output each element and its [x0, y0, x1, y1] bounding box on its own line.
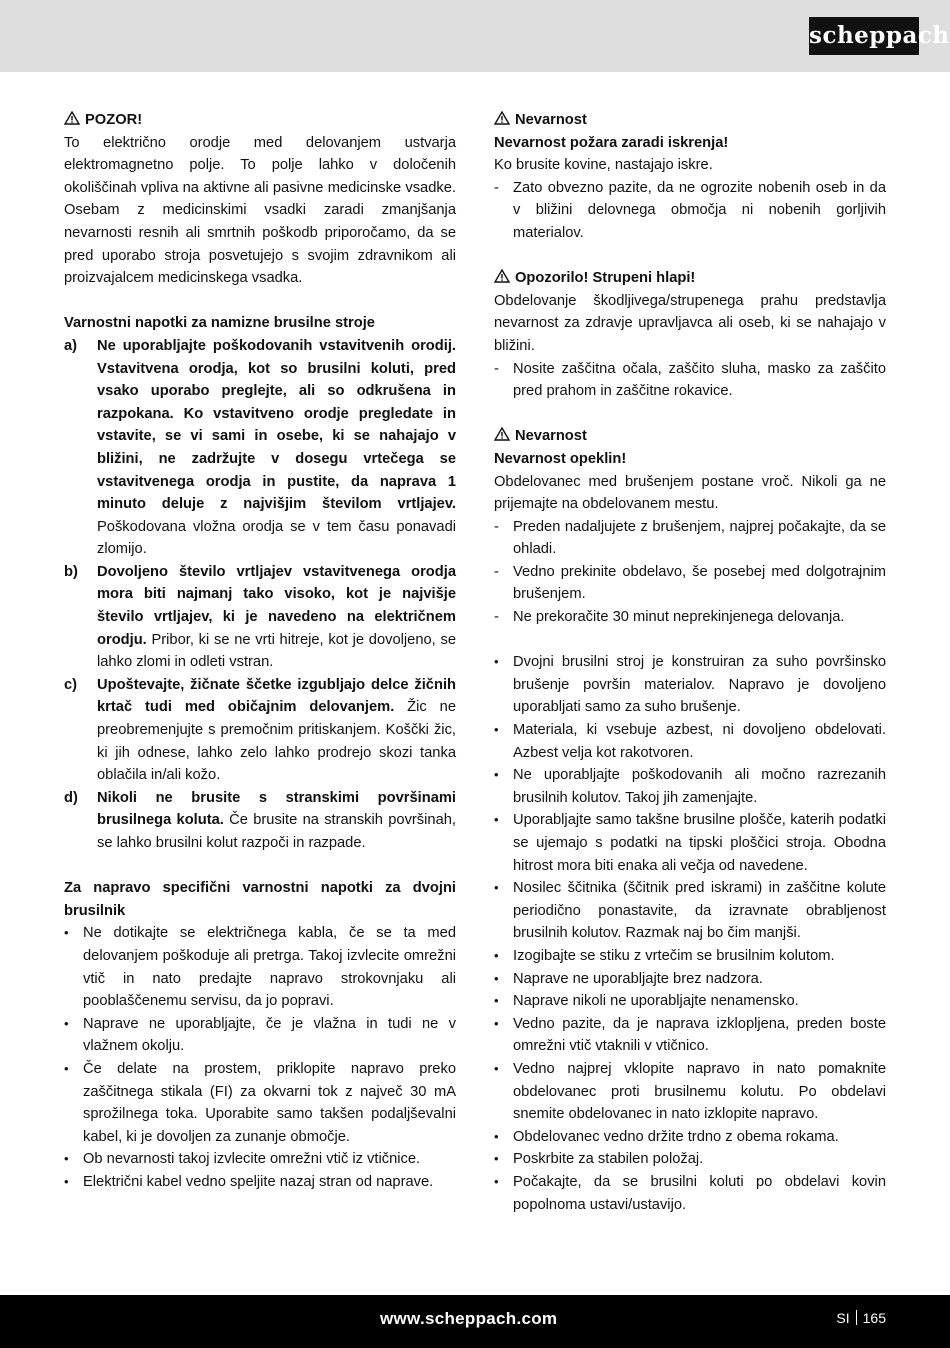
- right-column: [494, 109, 886, 1216]
- dash-item-text: Ne prekoračite 30 minut neprekinjenega delovanja.: [513, 609, 845, 626]
- bullet-item-marker: •: [494, 993, 499, 1009]
- dash-item: [494, 358, 886, 403]
- bullet-item: [494, 1058, 886, 1126]
- scheppach-logo: scheppach: [809, 17, 919, 55]
- dash-item-marker: -: [494, 360, 499, 377]
- dash-item-marker: -: [494, 518, 499, 535]
- warning3-dash-list: [494, 516, 886, 629]
- bullet-item: [494, 1013, 886, 1058]
- bullet-item-text: Počakajte, da se brusilni koluti po obdelavi kovin popolnoma ustavi/ustavijo.: [513, 1173, 886, 1213]
- bullet-item: [494, 1171, 886, 1216]
- warning3-heading: [494, 425, 886, 448]
- item-bold-text: Ne uporabljajte poškodovanih vstavitvenih orodij. Vstavitvena orodja, kot so brusilni koluti, pred vsako uporabo preglejte, ali so odkrušena in razpokana. Ko vstavitveno orodje pregledate in vstavite, se vi sami in osebe, ki se nahajajo v bližini, ne zadržujte v dosegu vrtečega se vstavitvenega orodja in pustite, da naprava 1 minuto deluje z najvišjim številom vrtljajev.: [97, 337, 456, 513]
- bullet-item-marker: •: [64, 1151, 69, 1167]
- dash-item-text: Zato obvezno pazite, da ne ogrozite nobenih oseb in da v bližini delovnega območja ni nobenih gorljivih materialov.: [513, 179, 886, 241]
- bullet-item-marker: •: [494, 947, 499, 963]
- bullet-item-marker: •: [64, 1060, 69, 1076]
- dash-item: [494, 561, 886, 606]
- bullet-item-marker: •: [494, 722, 499, 738]
- warning3-title: Nevarnost: [515, 428, 587, 445]
- bullet-item-marker: •: [64, 925, 69, 941]
- bullet-item-text: Ob nevarnosti takoj izvlecite omrežni vtič iz vtičnice.: [83, 1151, 421, 1168]
- dash-item: [494, 516, 886, 561]
- warning2-heading: [494, 267, 886, 290]
- item-normal-text: Če brusite na stranskih površinah, se lahko brusilni kolut razpoči in razpade.: [97, 812, 457, 851]
- item-body: [97, 674, 456, 787]
- bullet-item-text: Materiala, ki vsebuje azbest, ni dovoljeno obdelovati. Azbest velja kot rakotvoren.: [513, 722, 886, 761]
- bullet-item-text: Vedno pazite, da je naprava izklopljena, preden boste omrežni vtič vtaknili v vtičnico.: [513, 1015, 886, 1055]
- warning-triangle-icon: [494, 427, 510, 441]
- dash-item-marker: -: [494, 609, 499, 626]
- bullet-item: [494, 877, 886, 945]
- safety-item: [64, 674, 456, 787]
- safety-item: [64, 787, 456, 855]
- warning2-text: Obdelovanje škodljivega/strupenega prahu predstavlja nevarnost za zdravje upravljavca ali oseb, ki se nahajajo v bližini.: [494, 292, 886, 354]
- device-safety-bullets: [64, 922, 456, 1193]
- warning3-text: Obdelovanec med brušenjem postane vroč. Nikoli ga ne prijemajte na obdelovanem mestu.: [494, 473, 886, 513]
- bullet-item-text: Če delate na prostem, priklopite napravo preko zaščitnega stikala (FI) za okvarni tok z največ 30 mA sprožilnega toka. Uporabite samo takšen podaljševalni kabel, ki je dovoljen za zunanje območje.: [83, 1060, 456, 1145]
- footer-separator: [856, 1310, 857, 1325]
- bullet-item: [494, 968, 886, 991]
- bullet-item-text: Izogibajte se stiku z vrtečim se brusilnim kolutom.: [513, 947, 835, 964]
- bullet-item: [494, 719, 886, 764]
- bullet-item: [494, 809, 886, 877]
- bullet-item-marker: •: [494, 767, 499, 783]
- safety-items-list: [64, 335, 456, 855]
- warning1-subtitle: Nevarnost požara zaradi iskrenja!: [494, 134, 729, 151]
- bullet-item: [494, 1126, 886, 1149]
- warning1-dash-list: [494, 177, 886, 245]
- bullet-item: [64, 1148, 456, 1171]
- bullet-item: [494, 764, 886, 809]
- bullet-item-marker: •: [494, 1128, 499, 1144]
- bullet-item: [494, 945, 886, 968]
- bullet-item-text: Naprave ne uporabljajte, če je vlažna in tudi ne v vlažnem okolju.: [83, 1015, 456, 1055]
- item-marker: d): [64, 789, 78, 806]
- bullet-item-marker: •: [494, 1173, 499, 1189]
- bullet-item-text: Naprave nikoli ne uporabljajte nenamensko.: [513, 993, 799, 1010]
- dash-item: [494, 606, 886, 629]
- bullet-item-text: Dvojni brusilni stroj je konstruiran za suho površinsko brušenje površin materialov. Napravo je dovoljeno uporabljati samo za suho brušenje.: [513, 654, 886, 716]
- warning1-title: Nevarnost: [515, 112, 587, 128]
- item-normal-text: Žic ne preobremenjujte s premočnim pritiskanjem. Koščki žic, ki jih odnese, lahko zelo lahko prodrejo skozi tanka oblačila in/ali kožo.: [97, 699, 456, 784]
- pozor-heading: [64, 109, 456, 132]
- warning1-heading: [494, 109, 886, 132]
- dash-item-text: Nosite zaščitna očala, zaščito sluha, masko za zaščito pred prahom in zaščitne rokavice.: [513, 360, 886, 400]
- item-body: [97, 787, 456, 855]
- bullet-item: [64, 1058, 456, 1148]
- item-body: [97, 561, 456, 674]
- bullet-item-text: Ne dotikajte se električnega kabla, če se ta med delovanjem poškoduje ali pretrga. Takoj izvlecite omrežni vtič in nato predajte napravo strokovnjaku ali pooblaščenemu servisu, da jo popravi.: [83, 925, 456, 1010]
- safety-item: [64, 561, 456, 674]
- item-bold-text: Upoštevajte, žičnate ščetke izgubljajo delce žičnih krtač tudi med običajnim delovanjem.: [97, 676, 456, 716]
- bullet-item-marker: •: [494, 970, 499, 986]
- bullet-item-text: Poskrbite za stabilen položaj.: [513, 1151, 704, 1168]
- bullet-item-marker: •: [64, 1173, 69, 1189]
- bullet-item-marker: •: [494, 1015, 499, 1031]
- warning2-title: Opozorilo! Strupeni hlapi!: [515, 270, 696, 287]
- item-bold-text: Nikoli ne brusite s stranskimi površinami brusilnega koluta.: [97, 789, 456, 829]
- warning-triangle-icon: [64, 111, 80, 125]
- dash-item-text: Preden nadaljujete z brušenjem, najprej počakajte, da se ohladi.: [513, 518, 886, 558]
- bullet-item-marker: •: [494, 1151, 499, 1167]
- dash-item: [494, 177, 886, 245]
- item-body: [97, 335, 456, 561]
- bullet-item-text: Uporabljajte samo takšne brusilne plošče, katerih podatki se ujemajo s podatki na tipski ploščici stroja. Obodna hitrost mora biti enaka ali večja od navedene.: [513, 812, 886, 874]
- warning1-text: Ko brusite kovine, nastajajo iskre.: [494, 157, 713, 174]
- general-safety-bullets: [494, 651, 886, 1216]
- dash-item-text: Vedno prekinite obdelavo, še posebej med dolgotrajnim brušenjem.: [513, 563, 886, 603]
- bullet-item-text: Nosilec ščitnika (ščitnik pred iskrami) in zaščitne kolute periodično ponastavite, da izravnate obrabljenost brusilnih kolutov. Razmak naj bo čim manjši.: [513, 880, 886, 942]
- warning3-subtitle: Nevarnost opeklin!: [494, 450, 627, 467]
- footer-page-number: 165: [862, 1310, 886, 1326]
- bullet-item: [64, 922, 456, 1012]
- footer-language: SI: [836, 1310, 850, 1326]
- warning-triangle-icon: [494, 269, 510, 283]
- bullet-item-marker: •: [494, 880, 499, 896]
- footer-page-info: [836, 1310, 886, 1326]
- bullet-item: [494, 990, 886, 1013]
- footer-band: [0, 1295, 950, 1348]
- bullet-item-text: Ne uporabljajte poškodovanih ali močno razrezanih brusilnih kolutov. Takoj jih zamenjajte.: [513, 767, 886, 806]
- pozor-title: POZOR!: [85, 112, 143, 128]
- bullet-item-text: Vedno najprej vklopite napravo in nato pomaknite obdelovanec proti brusilnemu kolutu. Po obdelavi snemite obdelovanec in nato izklopite napravo.: [513, 1060, 886, 1123]
- pozor-text: To električno orodje med delovanjem ustvarja elektromagnetno polje. To polje lahko v določenih okoliščinah vpliva na aktivne ali pasivne medicinske vsadke. Osebam z medicinskimi vsadki zaradi zmanjšanja nevarnosti resnih ali smrtnih poškodb priporočamo, da se pred uporabo stroja posvetujejo s svojim zdravnikom ali proizvajalcem medicinskega vsadka.: [64, 134, 456, 287]
- dash-item-marker: -: [494, 563, 499, 580]
- footer-website-link[interactable]: www.scheppach.com: [380, 1309, 558, 1328]
- item-normal-text: Poškodovana vložna orodja se v tem času ponavadi zlomijo.: [97, 518, 456, 558]
- bullet-item-marker: •: [494, 1060, 499, 1076]
- warning2-dash-list: [494, 358, 886, 403]
- item-bold-text: Dovoljeno število vrtljajev vstavitvenega orodja mora biti najmanj tako visoko, kot je najvišje število vrtljajev, ki je navedeno na električnem orodju.: [97, 563, 456, 648]
- bullet-item: [494, 1148, 886, 1171]
- item-marker: a): [64, 337, 78, 354]
- item-marker: b): [64, 563, 78, 580]
- bullet-item: [494, 651, 886, 719]
- item-normal-text: Pribor, ki se ne vrti hitreje, kot je dovoljeno, se lahko zlomi in odleti vstran.: [97, 631, 456, 671]
- safety-item: [64, 335, 456, 561]
- bullet-item-text: Električni kabel vedno speljite nazaj stran od naprave.: [83, 1173, 434, 1190]
- left-column: [64, 109, 456, 1194]
- section1-title: Varnostni napotki za namizne brusilne stroje: [64, 315, 375, 332]
- bullet-item-text: Obdelovanec vedno držite trdno z obema rokama.: [513, 1128, 839, 1145]
- dash-item-marker: -: [494, 179, 499, 196]
- bullet-item-marker: •: [494, 812, 499, 828]
- bullet-item: [64, 1171, 456, 1194]
- header-band: [0, 0, 950, 72]
- bullet-item-marker: •: [64, 1015, 69, 1031]
- section2-title: Za napravo specifični varnostni napotki za dvojni brusilnik: [64, 880, 456, 919]
- bullet-item: [64, 1013, 456, 1058]
- bullet-item-text: Naprave ne uporabljajte brez nadzora.: [513, 970, 763, 987]
- item-marker: c): [64, 676, 78, 693]
- bullet-item-marker: •: [494, 654, 499, 670]
- warning-triangle-icon: [494, 111, 510, 125]
